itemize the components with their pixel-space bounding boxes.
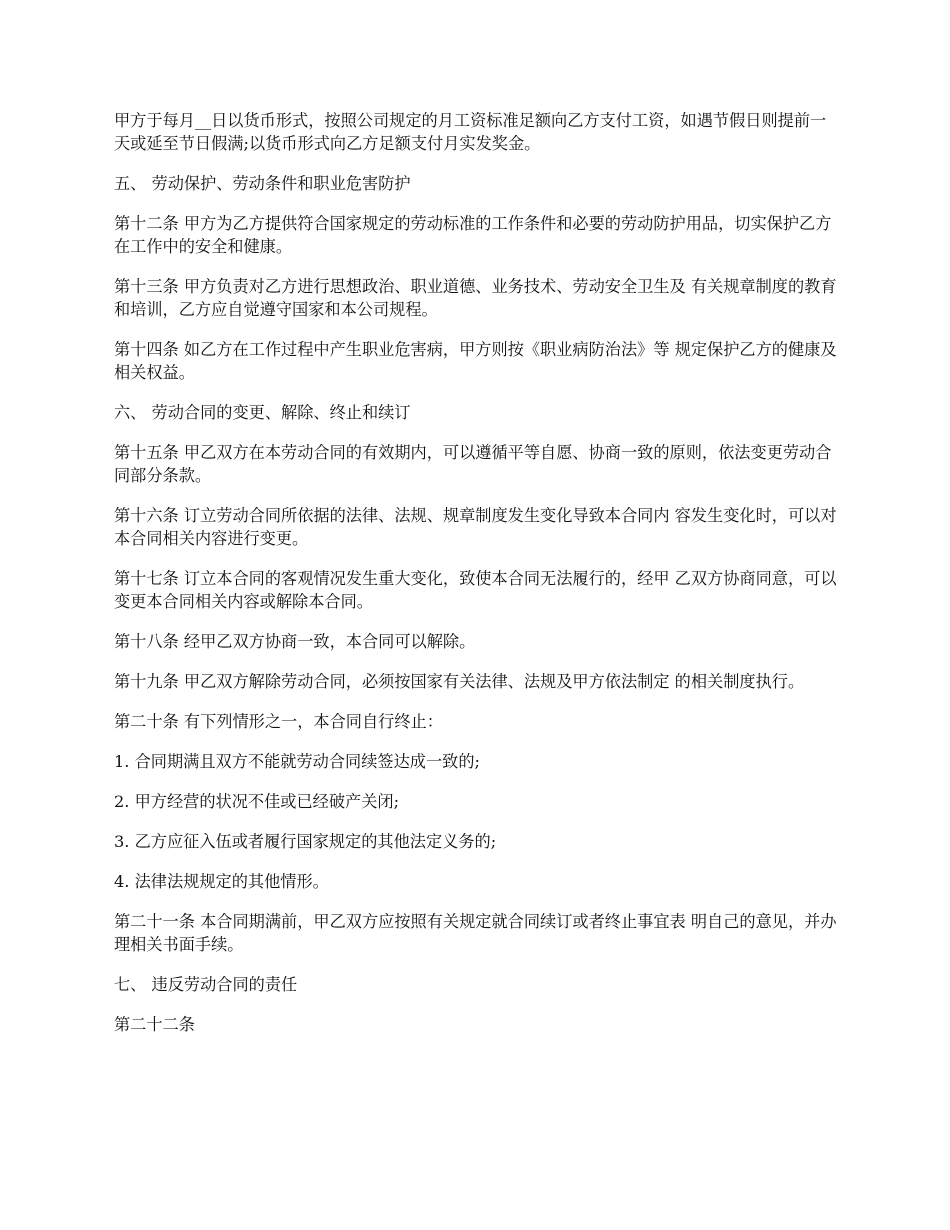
article-20: 第二十条 有下列情形之一，本合同自行终止：	[114, 712, 443, 731]
article-16: 第十六条 订立劳动合同所依据的法律、法规、规章制度发生变化导致本合同内 容发生变化时，可以对本合同相关内容进行变更。	[114, 506, 837, 548]
article-13: 第十三条 甲方负责对乙方进行思想政治、职业道德、业务技术、劳动安全卫生及 有关规章制度的教育和培训，乙方应自觉遵守国家和本公司规程。	[114, 277, 837, 319]
article-14: 第十四条 如乙方在工作过程中产生职业危害病，甲方则按《职业病防治法》等 规定保护乙方的健康及相关权益。	[114, 340, 837, 382]
section-heading-6: 六、 劳动合同的变更、解除、终止和续订	[114, 403, 411, 422]
list-item-1: 1. 合同期满且双方不能就劳动合同续签达成一致的;	[114, 752, 480, 771]
article-19: 第十九条 甲乙双方解除劳动合同，必须按国家有关法律、法规及甲方依法制定 的相关制度执行。	[114, 672, 805, 691]
list-item-3: 3. 乙方应征入伍或者履行国家规定的其他法定义务的;	[114, 832, 497, 851]
article-18: 第十八条 经甲乙双方协商一致，本合同可以解除。	[114, 632, 476, 651]
article-17: 第十七条 订立本合同的客观情况发生重大变化，致使本合同无法履行的，经甲 乙双方协商同意，可以变更本合同相关内容或解除本合同。	[114, 569, 837, 611]
article-22: 第二十二条	[114, 1015, 195, 1034]
section-heading-5: 五、 劳动保护、劳动条件和职业危害防护	[114, 174, 411, 193]
article-12: 第十二条 甲方为乙方提供符合国家规定的劳动标准的工作条件和必要的劳动防护用品，切实保护乙方在工作中的安全和健康。	[114, 214, 832, 256]
section-heading-7: 七、 违反劳动合同的责任	[114, 975, 298, 994]
list-item-2: 2. 甲方经营的状况不佳或已经破产关闭;	[114, 792, 400, 811]
article-21: 第二十一条 本合同期满前，甲乙双方应按照有关规定就合同续订或者终止事宜表 明自己的意见，并办理相关书面手续。	[114, 912, 837, 954]
document-body	[114, 109, 842, 1053]
article-15: 第十五条 甲乙双方在本劳动合同的有效期内，可以遵循平等自愿、协商一致的原则，依法变更劳动合同部分条款。	[114, 443, 832, 485]
list-item-4: 4. 法律法规规定的其他情形。	[114, 872, 329, 891]
paragraph-wage-payment: 甲方于每月__日以货币形式，按照公司规定的月工资标准足额向乙方支付工资，如遇节假日则提前一天或延至节日假满;以货币形式向乙方足额支付月实发奖金。	[114, 111, 827, 153]
